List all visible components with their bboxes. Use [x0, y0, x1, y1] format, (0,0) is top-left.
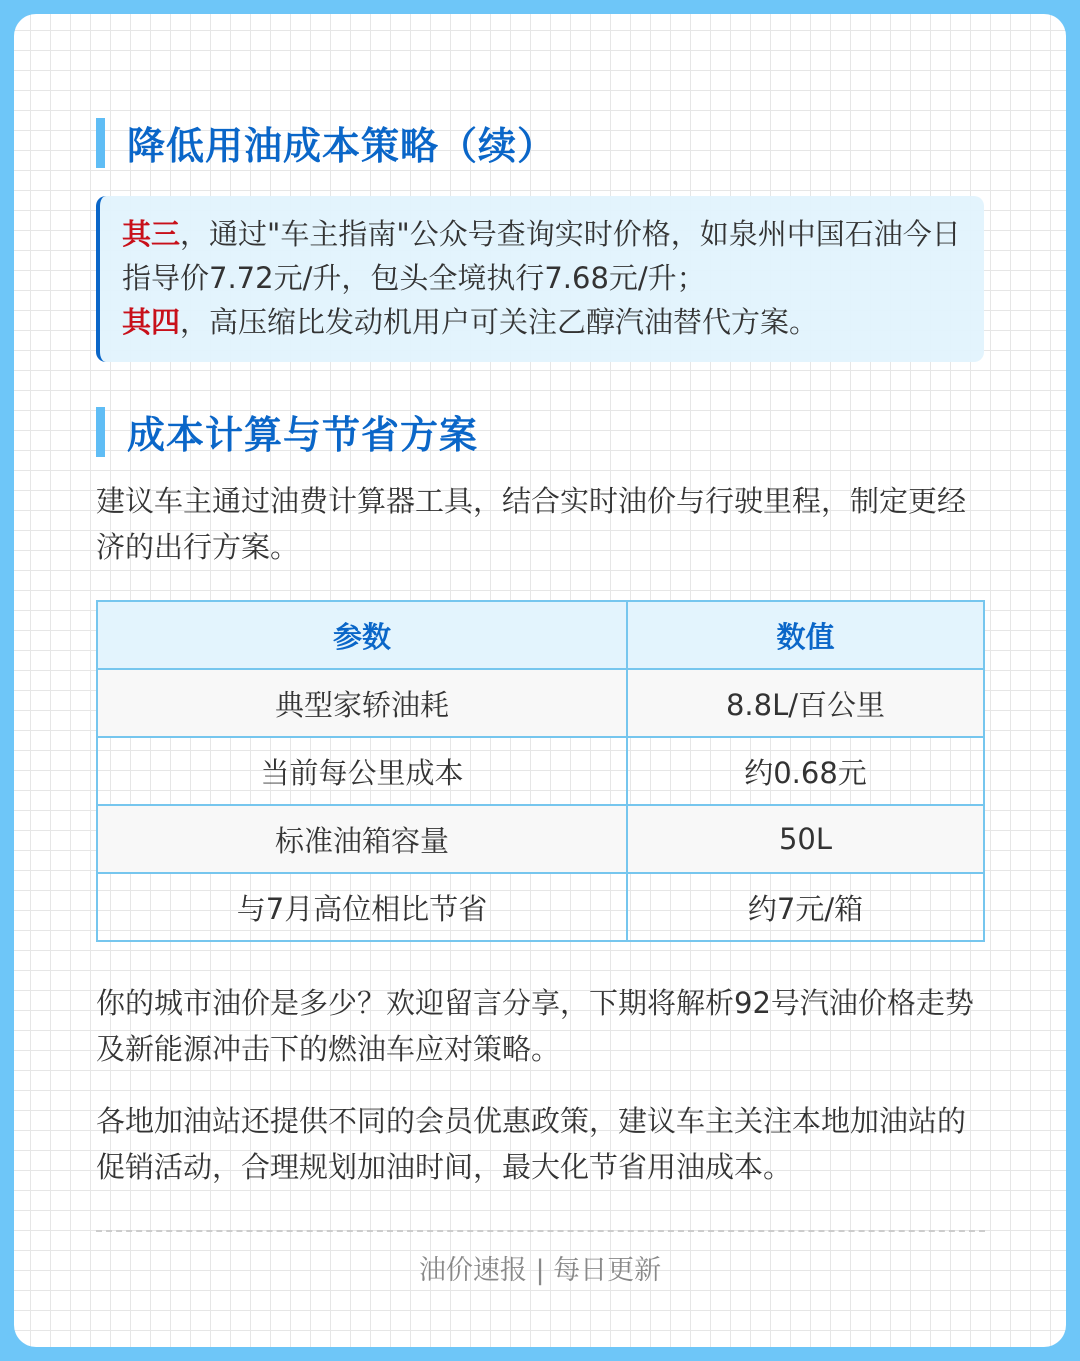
- table-cell: 8.8L/百公里: [627, 669, 984, 737]
- table-cell: 标准油箱容量: [97, 805, 627, 873]
- closing-paragraph: 各地加油站还提供不同的会员优惠政策，建议车主关注本地加油站的促销活动，合理规划加油时间，最大化节省用油成本。: [96, 1104, 967, 1184]
- intro-paragraph: 建议车主通过油费计算器工具，结合实时油价与行驶里程，制定更经济的出行方案。: [96, 484, 967, 564]
- cost-table: [96, 600, 985, 942]
- footer-text: 油价速报 | 每日更新: [418, 1255, 662, 1286]
- tip-label: 其三: [122, 217, 181, 251]
- section-title: 成本计算与节省方案: [127, 413, 479, 457]
- tip-label: 其四: [122, 305, 181, 339]
- table-row: [97, 873, 984, 941]
- table-cell: 当前每公里成本: [97, 737, 627, 805]
- table-row: [97, 805, 984, 873]
- section-heading: [96, 115, 556, 170]
- divider: [96, 1230, 985, 1232]
- tips-box: [96, 196, 984, 362]
- table-header: 数值: [627, 601, 984, 669]
- table-header: 参数: [97, 601, 627, 669]
- table-row: [97, 669, 984, 737]
- table-cell: 约0.68元: [627, 737, 984, 805]
- table-row: [97, 737, 984, 805]
- table-cell: 约7元/箱: [627, 873, 984, 941]
- tip-text: ，通过"车主指南"公众号查询实时价格，如泉州中国石油今日指导价7.72元/升，包头全境执行7.68元/升；: [122, 217, 961, 295]
- section-title: 降低用油成本策略（续）: [127, 124, 557, 168]
- tip-item: [122, 212, 964, 300]
- tip-item: [122, 300, 964, 344]
- table-cell: 典型家轿油耗: [97, 669, 627, 737]
- section-heading: [96, 404, 478, 459]
- table-header-row: [97, 601, 984, 669]
- heading-accent-bar: [96, 118, 105, 168]
- heading-accent-bar: [96, 407, 105, 457]
- table-cell: 与7月高位相比节省: [97, 873, 627, 941]
- closing-paragraph: 你的城市油价是多少？欢迎留言分享，下期将解析92号汽油价格走势及新能源冲击下的燃油车应对策略。: [96, 986, 974, 1066]
- content-card: [14, 14, 1066, 1347]
- tip-text: ，高压缩比发动机用户可关注乙醇汽油替代方案。: [180, 305, 819, 339]
- table-cell: 50L: [627, 805, 984, 873]
